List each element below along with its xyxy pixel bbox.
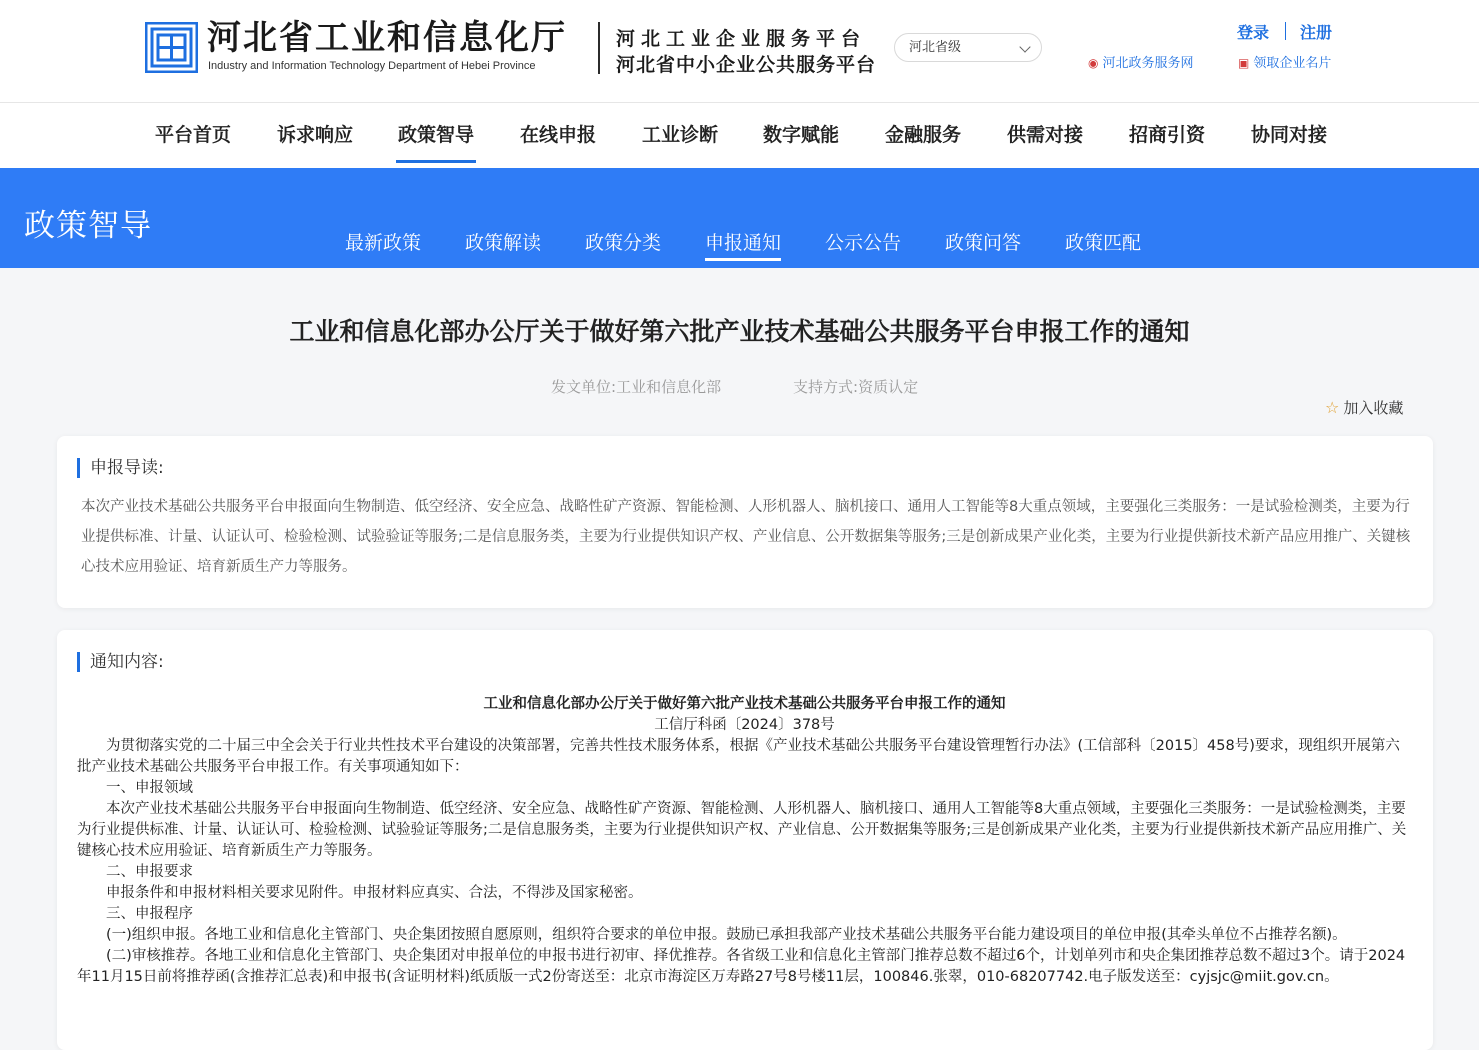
chevron-down-icon xyxy=(1019,41,1030,52)
top-header xyxy=(0,0,1479,103)
notice-card xyxy=(57,630,1433,1050)
notice-paragraph: (二)审核推荐。各地工业和信息化主管部门、央企集团对申报单位的申报书进行初审、择优推荐。各省级工业和信息化主管部门推荐总数不超过6个，计划单列市和央企集团推荐总数不超过3个。请于2024年11月15日前将推荐函(含推荐汇总表)和申报书(含证明材料)纸质版一式2份寄送至：北京市海淀区万寿路27号8号楼11层，100846.张翠，010-68207742.电子版发送至：cyjsjc@miit.gov.cn。 xyxy=(77,948,1406,985)
id-card-icon: ▣ xyxy=(1238,56,1250,70)
sub-nav-qa[interactable]: 政策问答 xyxy=(945,232,1022,254)
notice-doc-number: 工信厅科函〔2024〕378号 xyxy=(654,717,835,733)
notice-paragraph: 申报条件和申报材料相关要求见附件。申报材料应真实、合法，不得涉及国家秘密。 xyxy=(106,885,643,901)
gov-emblem-icon: ◉ xyxy=(1088,56,1099,70)
sub-nav-matching[interactable]: 政策匹配 xyxy=(1065,232,1142,254)
nav-item-appeals[interactable]: 诉求响应 xyxy=(277,124,354,146)
business-card-link[interactable] xyxy=(1238,52,1331,71)
header-divider xyxy=(598,22,600,74)
nav-item-collaboration[interactable]: 协同对接 xyxy=(1251,124,1328,146)
notice-section-heading: 一、申报领域 xyxy=(106,780,193,796)
nav-item-online-apply[interactable]: 在线申报 xyxy=(520,124,597,146)
add-favorite-button[interactable] xyxy=(1325,397,1403,418)
nav-item-digital[interactable]: 数字赋能 xyxy=(763,124,840,146)
guide-card xyxy=(57,436,1433,608)
gov-service-link-label: 河北政务服务网 xyxy=(1102,56,1194,71)
add-favorite-label: 加入收藏 xyxy=(1343,399,1404,417)
department-logo-icon[interactable] xyxy=(145,22,198,73)
notice-section-heading: 三、申报程序 xyxy=(106,906,193,922)
section-title: 政策智导 xyxy=(24,208,152,244)
main-nav xyxy=(0,103,1479,168)
nav-item-supply-demand[interactable]: 供需对接 xyxy=(1007,124,1084,146)
nav-item-diagnosis[interactable]: 工业诊断 xyxy=(642,124,719,146)
support-value: 资质认定 xyxy=(858,378,919,396)
support-meta xyxy=(793,376,918,397)
auth-separator xyxy=(1285,22,1286,40)
region-select[interactable] xyxy=(894,33,1042,62)
sub-nav-latest[interactable]: 最新政策 xyxy=(345,232,422,254)
section-banner xyxy=(0,168,1479,268)
nav-item-finance[interactable]: 金融服务 xyxy=(885,124,962,146)
issuer-label: 发文单位: xyxy=(551,378,617,396)
sub-nav-announcements[interactable]: 公示公告 xyxy=(825,232,902,254)
guide-heading: 申报导读: xyxy=(77,458,164,478)
nav-item-policy[interactable]: 政策智导 xyxy=(398,120,474,147)
notice-paragraph: (一)组织申报。各地工业和信息化主管部门、央企集团按照自愿原则，组织符合要求的单位申报。鼓励已承担我部产业技术基础公共服务平台能力建设项目的单位申报(其牵头单位不占推荐名额)。 xyxy=(106,927,1347,943)
article-title: 工业和信息化部办公厅关于做好第六批产业技术基础公共服务平台申报工作的通知 xyxy=(289,317,1190,346)
issuer-meta xyxy=(551,376,721,397)
support-label: 支持方式: xyxy=(793,378,859,396)
guide-text: 本次产业技术基础公共服务平台申报面向生物制造、低空经济、安全应急、战略性矿产资源、智能检测、人形机器人、脑机接口、通用人工智能等8大重点领域，主要强化三类服务：一是试验检测类，主要为行业提供标准、计量、认证认可、检验检测、试验验证等服务;二是信息服务类，主要为行业提供知识产权、产业信息、公开数据集等服务;三是创新成果产业化类，主要为行业提供新技术新产品应用推广、关键核心技术应用验证、培育新质生产力等服务。 xyxy=(81,499,1411,575)
star-icon: ☆ xyxy=(1325,398,1340,417)
notice-paragraph: 为贯彻落实党的二十届三中全会关于行业共性技术平台建设的决策部署，完善共性技术服务体系，根据《产业技术基础公共服务平台建设管理暂行办法》(工信部科〔2015〕458号)要求，现组织开展第六批产业技术基础公共服务平台申报工作。有关事项通知如下： xyxy=(77,738,1400,775)
sub-nav-category[interactable]: 政策分类 xyxy=(585,232,662,254)
login-link[interactable]: 登录 xyxy=(1237,23,1270,42)
platform-name-line1: 河北工业企业服务平台 xyxy=(616,28,867,50)
notice-heading: 通知内容: xyxy=(77,652,164,672)
nav-item-investment[interactable]: 招商引资 xyxy=(1129,124,1206,146)
gov-service-link[interactable] xyxy=(1088,52,1194,71)
register-link[interactable]: 注册 xyxy=(1300,23,1333,42)
notice-section-heading: 二、申报要求 xyxy=(106,864,193,880)
sub-nav-interpretation[interactable]: 政策解读 xyxy=(465,232,542,254)
issuer-value: 工业和信息化部 xyxy=(616,378,722,396)
org-name-en: Industry and Information Technology Department of Hebei Province xyxy=(208,60,536,72)
sub-nav-application-notice[interactable]: 申报通知 xyxy=(705,228,781,255)
notice-paragraph: 本次产业技术基础公共服务平台申报面向生物制造、低空经济、安全应急、战略性矿产资源、智能检测、人形机器人、脑机接口、通用人工智能等8大重点领域，主要强化三类服务：一是试验检测类，主要为行业提供标准、计量、认证认可、检验检测、试验验证等服务;二是信息服务类，主要为行业提供知识产权、产业信息、公开数据集等服务;三是创新成果产业化类，主要为行业提供新技术新产品应用推广、关键核心技术应用验证、培育新质生产力等服务。 xyxy=(77,801,1407,859)
nav-item-home[interactable]: 平台首页 xyxy=(155,124,232,146)
platform-name-line2: 河北省中小企业公共服务平台 xyxy=(616,54,877,76)
region-select-value: 河北省级 xyxy=(909,40,962,55)
notice-body xyxy=(77,694,1412,988)
org-name[interactable]: 河北省工业和信息化厅 xyxy=(207,18,567,58)
business-card-link-label: 领取企业名片 xyxy=(1253,56,1332,71)
notice-doc-title: 工业和信息化部办公厅关于做好第六批产业技术基础公共服务平台申报工作的通知 xyxy=(483,696,1006,712)
